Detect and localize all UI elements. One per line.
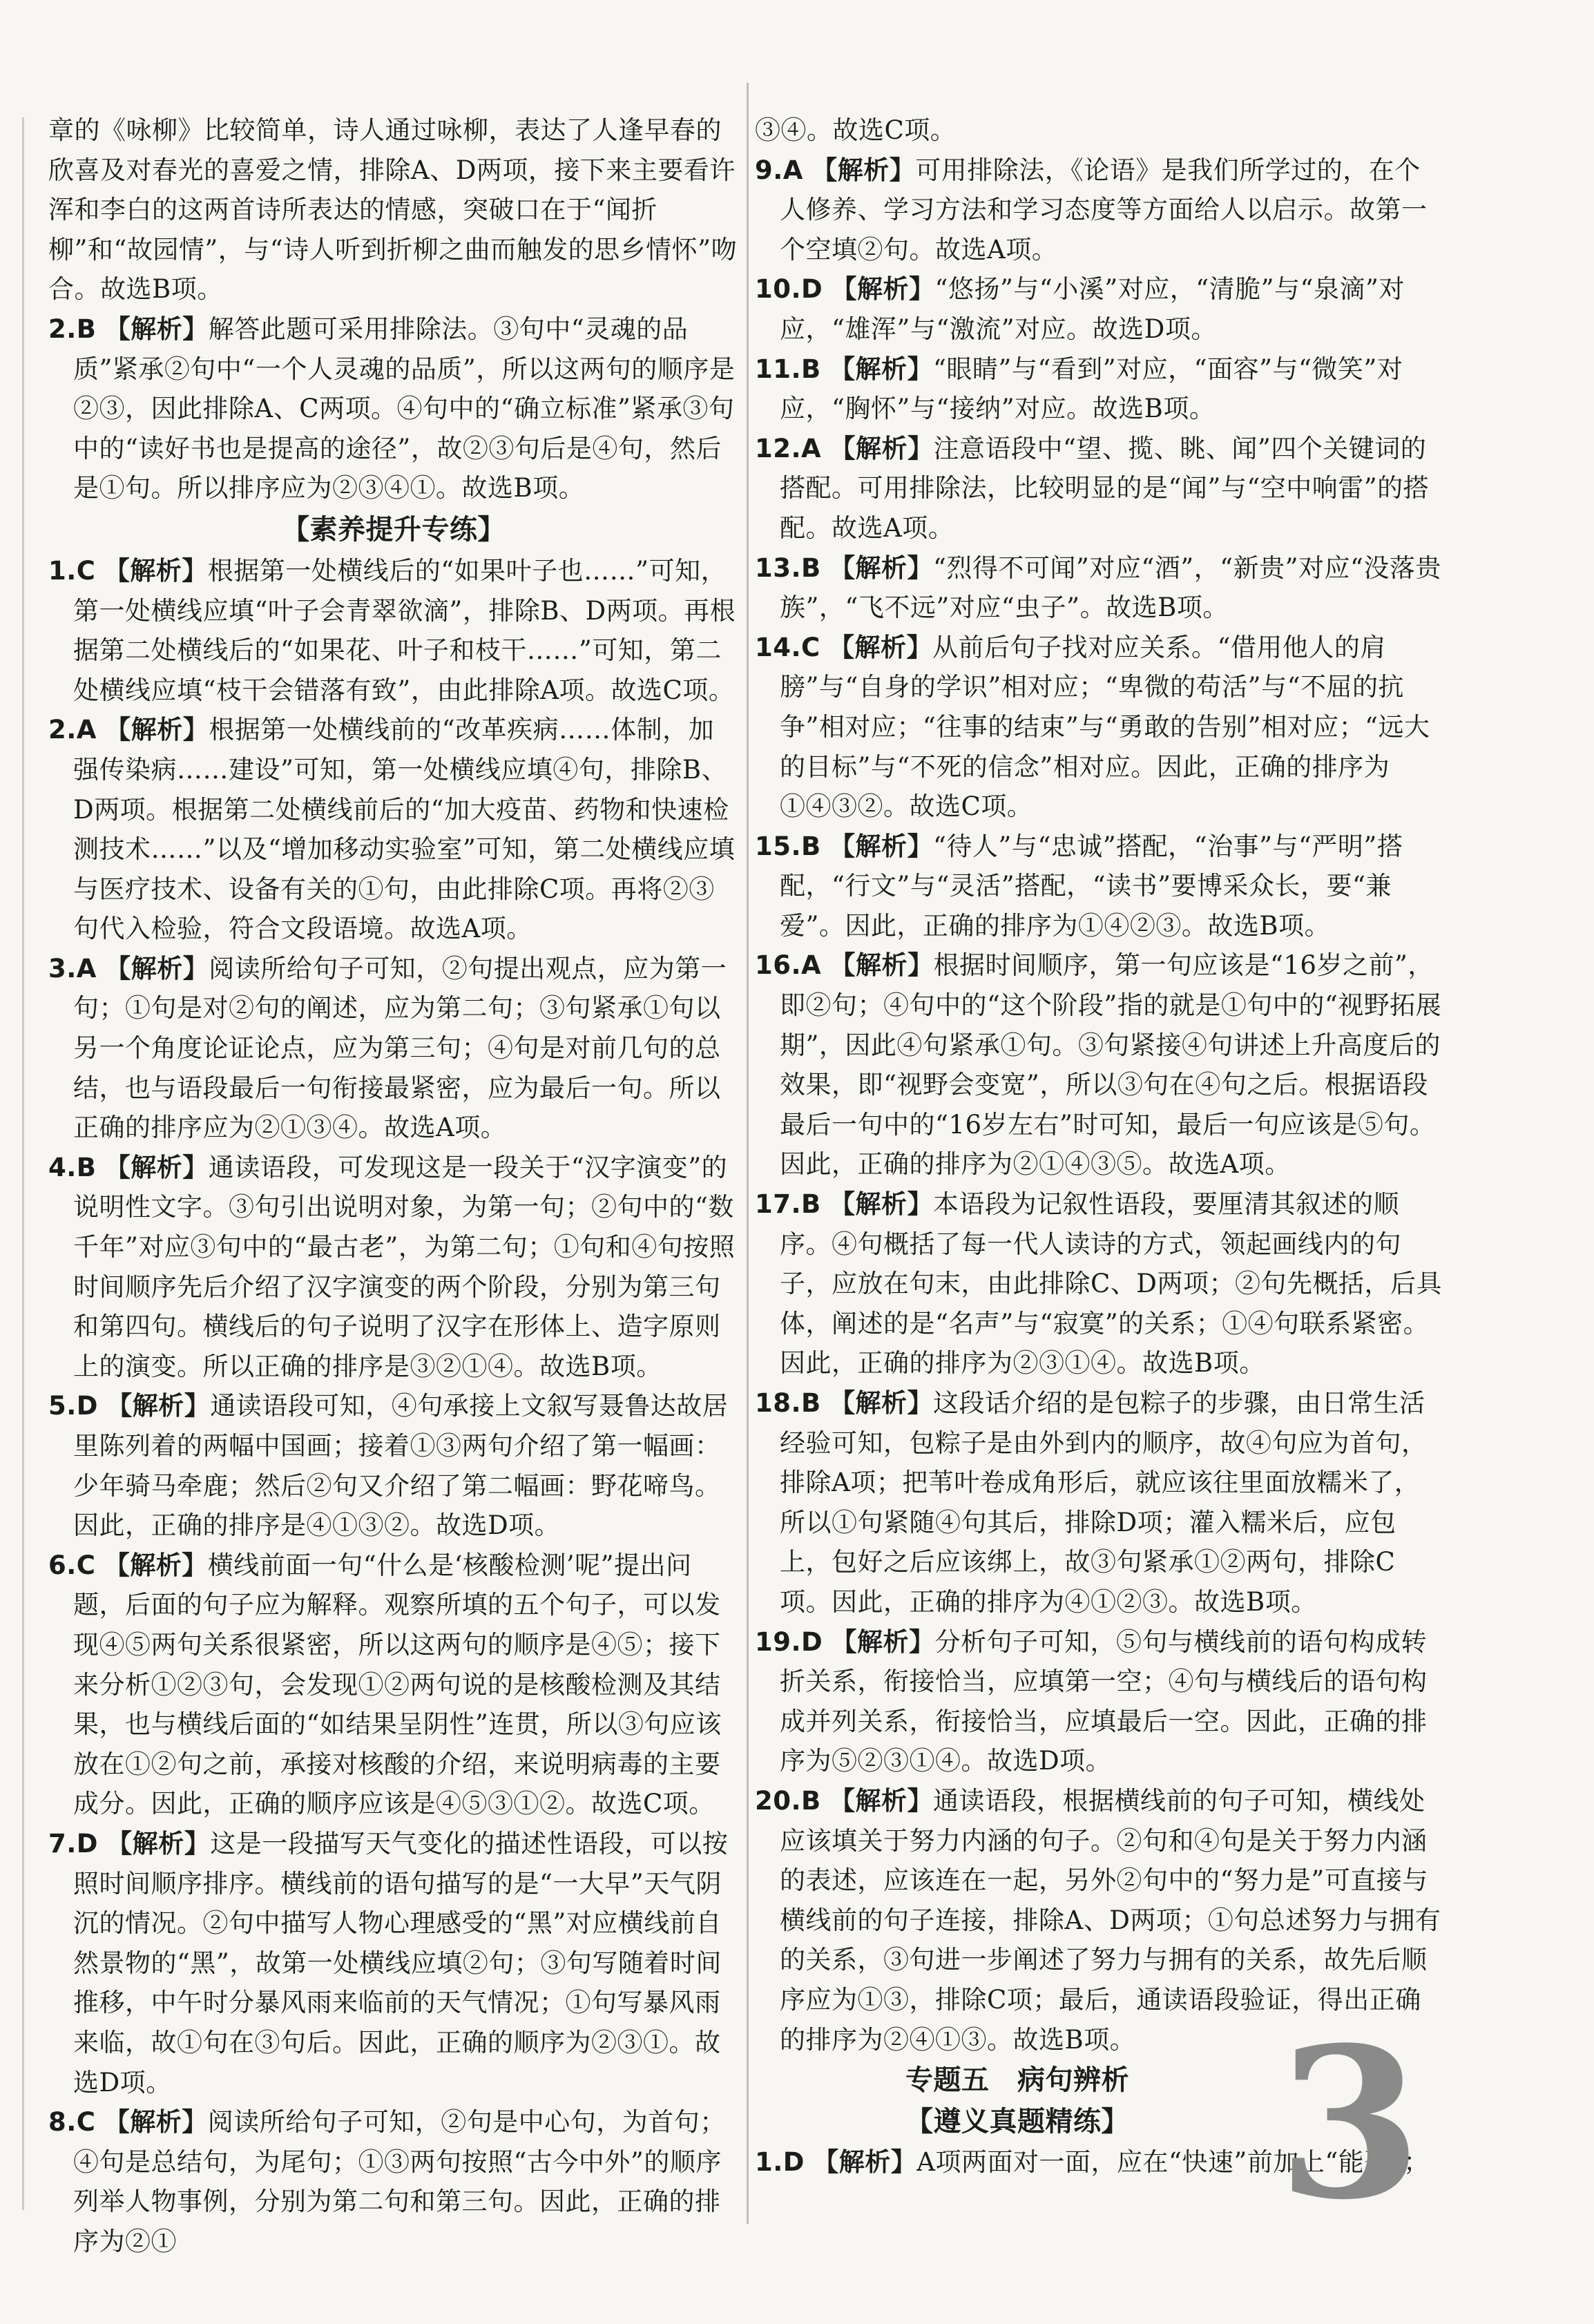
- analysis-tag: 【解析】: [829, 354, 934, 384]
- answer-item: [48, 1824, 739, 2102]
- answer-item: [48, 949, 739, 1148]
- analysis-tag: 【解析】: [104, 1152, 209, 1182]
- answer-text: 分析句子可知，⑤句与横线前的语句构成转折关系，衔接恰当，应填第一空；④句与横线后的语句构成并列关系，衔接恰当，应填最后一空。因此，正确的排序为⑤②③①④。故选D项。: [780, 1626, 1428, 1776]
- answer-number: 4.B: [48, 1152, 97, 1182]
- answer-item: [755, 827, 1446, 946]
- left-column: [48, 111, 739, 2261]
- answer-text: 阅读所给句子可知，②句提出观点，应为第一句；①句是对②句的阐述，应为第二句；③句紧承①句以另一个角度论证论点，应为第三句；④句是对前几句的总结，也与语段最后一句衔接最紧密，应为最后一句。所以正确的排序应为②①③④。故选A项。: [73, 953, 727, 1143]
- answer-text: 阅读所给句子可知，②句是中心句，为首句；④句是总结句，为尾句；①③两句按照“古今中外”的顺序列举人物事例，分别为第二句和第三句。因此，正确的排序为②①: [73, 2107, 726, 2256]
- answer-item: [755, 151, 1446, 270]
- answer-number: 14.C: [755, 632, 820, 662]
- answer-item: [755, 1622, 1446, 1781]
- answer-item: [48, 1148, 739, 1387]
- answer-item: [48, 1386, 739, 1545]
- answer-number: 8.C: [48, 2107, 96, 2138]
- analysis-tag: 【解析】: [829, 1388, 934, 1418]
- answer-item: [48, 710, 739, 949]
- continued-paragraph: 章的《咏柳》比较简单，诗人通过咏柳，表达了人逢早春的欣喜及对春光的喜爱之情，排除A、D两项，接下来主要看许浑和李白的这两首诗所表达的情感，突破口在于“闻折柳”和“故园情”，与“诗人听到折柳之曲而触发的思乡情怀”吻合。故选B项。: [48, 115, 738, 305]
- subsection-title: 【遵义真题精练】: [905, 2106, 1129, 2138]
- analysis-tag: 【解析】: [812, 155, 916, 185]
- analysis-tag: 【解析】: [813, 2147, 917, 2178]
- answer-list: [48, 551, 739, 2262]
- analysis-tag: 【解析】: [829, 1189, 934, 1220]
- answer-item: [755, 1383, 1446, 1622]
- answer-number: 15.B: [755, 831, 821, 861]
- answer-item: [48, 1546, 739, 1824]
- answer-item: [48, 309, 739, 508]
- answer-number: 16.A: [755, 950, 822, 981]
- analysis-tag: 【解析】: [104, 555, 208, 586]
- answer-text: 从前后句子找对应关系。“借用他人的肩膀”与“自身的学识”相对应；“卑微的苟活”与“不屈的抗争”相对应；“往事的结束”与“勇敢的告别”相对应；“远大的目标”与“不死的信念”相对应。因此，正确的排序为①④③②。故选C项。: [780, 632, 1430, 822]
- answer-text: “烈得不可闻”对应“酒”，“新贵”对应“没落贵族”，“飞不远”对应“虫子”。故选B项。: [780, 553, 1441, 623]
- analysis-tag: 【解析】: [829, 553, 934, 583]
- analysis-tag: 【解析】: [829, 831, 934, 861]
- answer-number: 7.D: [48, 1828, 99, 1859]
- answer-number: 10.D: [755, 274, 823, 305]
- analysis-tag: 【解析】: [104, 314, 209, 344]
- answer-item: [755, 269, 1446, 349]
- answer-number: 12.A: [755, 433, 822, 463]
- answer-text: 根据第一处横线后的“如果叶子也……”可知，第一处横线应填“叶子会青翠欲滴”，排除B、D两项。再根据第二处横线后的“如果花、叶子和枝干……”可知，第二处横线应填“枝干会错落有致”，由此排除A项。故选C项。: [73, 555, 736, 705]
- answer-number: 20.B: [755, 1785, 821, 1816]
- analysis-tag: 【解析】: [106, 1391, 211, 1421]
- answer-text: 根据时间顺序，第一句应该是“16岁之前”，即②句；④句中的“这个阶段”指的就是①句中的“视野拓展期”，因此④句紧承①句。③句紧接④句讲述上升高度后的效果，即“视野会变宽”，所以③句在④句之后。根据语段最后一句中的“16岁左右”时可知，最后一句应该是⑤句。因此，正确的排序为②①④③⑤。故选A项。: [780, 950, 1442, 1180]
- answer-number: 17.B: [755, 1189, 821, 1220]
- continued-paragraph: ③④。故选C项。: [755, 115, 957, 145]
- analysis-tag: 【解析】: [104, 2107, 208, 2138]
- answer-number: 11.B: [755, 354, 821, 384]
- answer-text: 通读语段可知，④句承接上文叙写聂鲁达故居里陈列着的两幅中国画；接着①③两句介绍了第一幅画：少年骑马牵鹿；然后②句又介绍了第二幅画：野花啼鸟。因此，正确的排序是④①③②。故选D项。: [73, 1391, 729, 1541]
- analysis-tag: 【解析】: [106, 1828, 211, 1859]
- answer-text: 注意语段中“望、揽、眺、闻”四个关键词的搭配。可用排除法，比较明显的是“闻”与“空中响雷”的搭配。故选A项。: [780, 433, 1430, 543]
- analysis-tag: 【解析】: [831, 274, 935, 305]
- answer-number: 1.C: [48, 555, 96, 586]
- answer-number: 19.D: [755, 1626, 823, 1657]
- page-number: 3: [1278, 2001, 1422, 2245]
- analysis-tag: 【解析】: [829, 1785, 934, 1816]
- answer-text: “悠扬”与“小溪”对应，“清脆”与“泉滴”对应，“雄浑”与“激流”对应。故选D项。: [780, 274, 1405, 344]
- answer-item: [755, 349, 1446, 429]
- answer-text: 通读语段，可发现这是一段关于“汉字演变”的说明性文字。③句引出说明对象，为第一句；②句中的“数千年”对应③句中的“最古老”，为第二句；①句和④句按照时间顺序先后介绍了汉字演变的两个阶段，分别为第三句和第四句。横线后的句子说明了汉字在形体上、造字原则上的演变。所以正确的排序是③②①④。故选B项。: [73, 1152, 736, 1381]
- answer-number: 18.B: [755, 1388, 821, 1418]
- answer-text: “待人”与“忠诚”搭配，“治事”与“严明”搭配，“行文”与“灵活”搭配，“读书”要博采众长，要“兼爱”。因此，正确的排序为①④②③。故选B项。: [780, 831, 1403, 941]
- answer-item: [755, 548, 1446, 628]
- analysis-tag: 【解析】: [105, 715, 209, 745]
- answer-item: [755, 429, 1446, 548]
- answer-text: A项两面对一面，应在“快速”前加上“能否”；: [916, 2147, 1430, 2178]
- analysis-tag: 【解析】: [829, 433, 934, 463]
- answer-text: 这是一段描写天气变化的描述性语段，可以按照时间顺序排序。横线前的语句描写的是“一大早”天气阴沉的情况。②句中描写人物心理感受的“黑”对应横线前自然景物的“黑”，故第一处横线应填②句；③句写随着时间推移，中午时分暴风雨来临前的天气情况；①句写暴风雨来临，故①句在③句后。因此，正确的顺序为②③①。故选D项。: [73, 1828, 729, 2097]
- answer-number: 2.B: [48, 314, 97, 344]
- answer-item: [48, 2102, 739, 2261]
- answer-number: 13.B: [755, 553, 821, 583]
- answer-text: 根据第一处横线前的“改革疾病……体制，加强传染病……建设”可知，第一处横线应填④句，排除B、D两项。根据第二处横线前后的“加大疫苗、药物和快速检测技术……”以及“增加移动实验室”可知，第二处横线应填与医疗技术、设备有关的①句，由此排除C项。再将②③句代入检验，符合文段语境。故选A项。: [73, 715, 736, 944]
- answer-text: 解答此题可采用排除法。③句中“灵魂的品质”紧承②句中“一个人灵魂的品质”，所以这两句的顺序是②③，因此排除A、C两项。④句中的“确立标准”紧承③句中的“读好书也是提高的途径”，故②③句后是④句，然后是①句。所以排序应为②③④①。故选B项。: [73, 314, 736, 503]
- answer-item: [755, 945, 1446, 1184]
- answer-item: [755, 1184, 1446, 1383]
- answer-text: 可用排除法，《论语》是我们所学过的，在个人修养、学习方法和学习态度等方面给人以启示。故第一个空填②句。故选A项。: [780, 155, 1428, 265]
- answer-text: “眼睛”与“看到”对应，“面容”与“微笑”对应，“胸怀”与“接纳”对应。故选B项。: [780, 354, 1403, 424]
- answer-list: [755, 151, 1446, 2060]
- margin-line: [22, 117, 24, 2210]
- answer-number: 6.C: [48, 1550, 96, 1580]
- answer-number: 1.D: [755, 2147, 805, 2178]
- column-divider: [747, 83, 749, 2224]
- analysis-tag: 【解析】: [105, 953, 209, 983]
- answer-item: [755, 628, 1446, 827]
- analysis-tag: 【解析】: [104, 1550, 208, 1580]
- analysis-tag: 【解析】: [829, 950, 934, 981]
- analysis-tag: 【解析】: [831, 1626, 935, 1657]
- analysis-tag: 【解析】: [828, 632, 932, 662]
- answer-number: 2.A: [48, 715, 97, 745]
- answer-number: 3.A: [48, 953, 97, 983]
- topic-title: 专题五 病句辨析: [905, 2064, 1129, 2097]
- answer-text: 本语段为记叙性语段，要厘清其叙述的顺序。④句概括了每一代人读诗的方式，领起画线内的句子，应放在句末，由此排除C、D两项；②句先概括，后具体，阐述的是“名声”与“寂寞”的关系；①④句联系紧密。因此，正确的排序为②③①④。故选B项。: [780, 1189, 1442, 1379]
- answer-text: 通读语段，根据横线前的句子可知，横线处应该填关于努力内涵的句子。②句和④句是关于努力内涵的表述，应该连在一起，另外②句中的“努力是”可直接与横线前的句子连接，排除A、D两项；①句总述努力与拥有的关系，③句进一步阐述了努力与拥有的关系，故先后顺序应为①③，排除C项；最后，通读语段验证，得出正确的排序为②④①③。故选B项。: [780, 1785, 1441, 2055]
- answer-number: 5.D: [48, 1391, 99, 1421]
- right-column: [755, 111, 1446, 2182]
- section-title: 【素养提升专练】: [282, 513, 506, 546]
- answer-text: 横线前面一句“什么是‘核酸检测’呢”提出问题，后面的句子应为解释。观察所填的五个句子，可以发现④⑤两句关系很紧密，所以这两句的顺序是④⑤；接下来分析①②③句，会发现①②两句说的是核酸检测及其结果，也与横线后面的“如结果呈阴性”连贯，所以③句应该放在①②句之前，承接对核酸的介绍，来说明病毒的主要成分。因此，正确的顺序应该是④⑤③①②。故选C项。: [73, 1550, 722, 1819]
- answer-item: [48, 551, 739, 710]
- answer-number: 9.A: [755, 155, 803, 185]
- answer-text: 这段话介绍的是包粽子的步骤，由日常生活经验可知，包粽子是由外到内的顺序，故④句应为首句，排除A项；把苇叶卷成角形后，就应该往里面放糯米了，所以①句紧随④句其后，排除D项；灌入糯米后，应包上，包好之后应该绑上，故③句紧承①②两句，排除C项。因此，正确的排序为④①②③。故选B项。: [780, 1388, 1428, 1617]
